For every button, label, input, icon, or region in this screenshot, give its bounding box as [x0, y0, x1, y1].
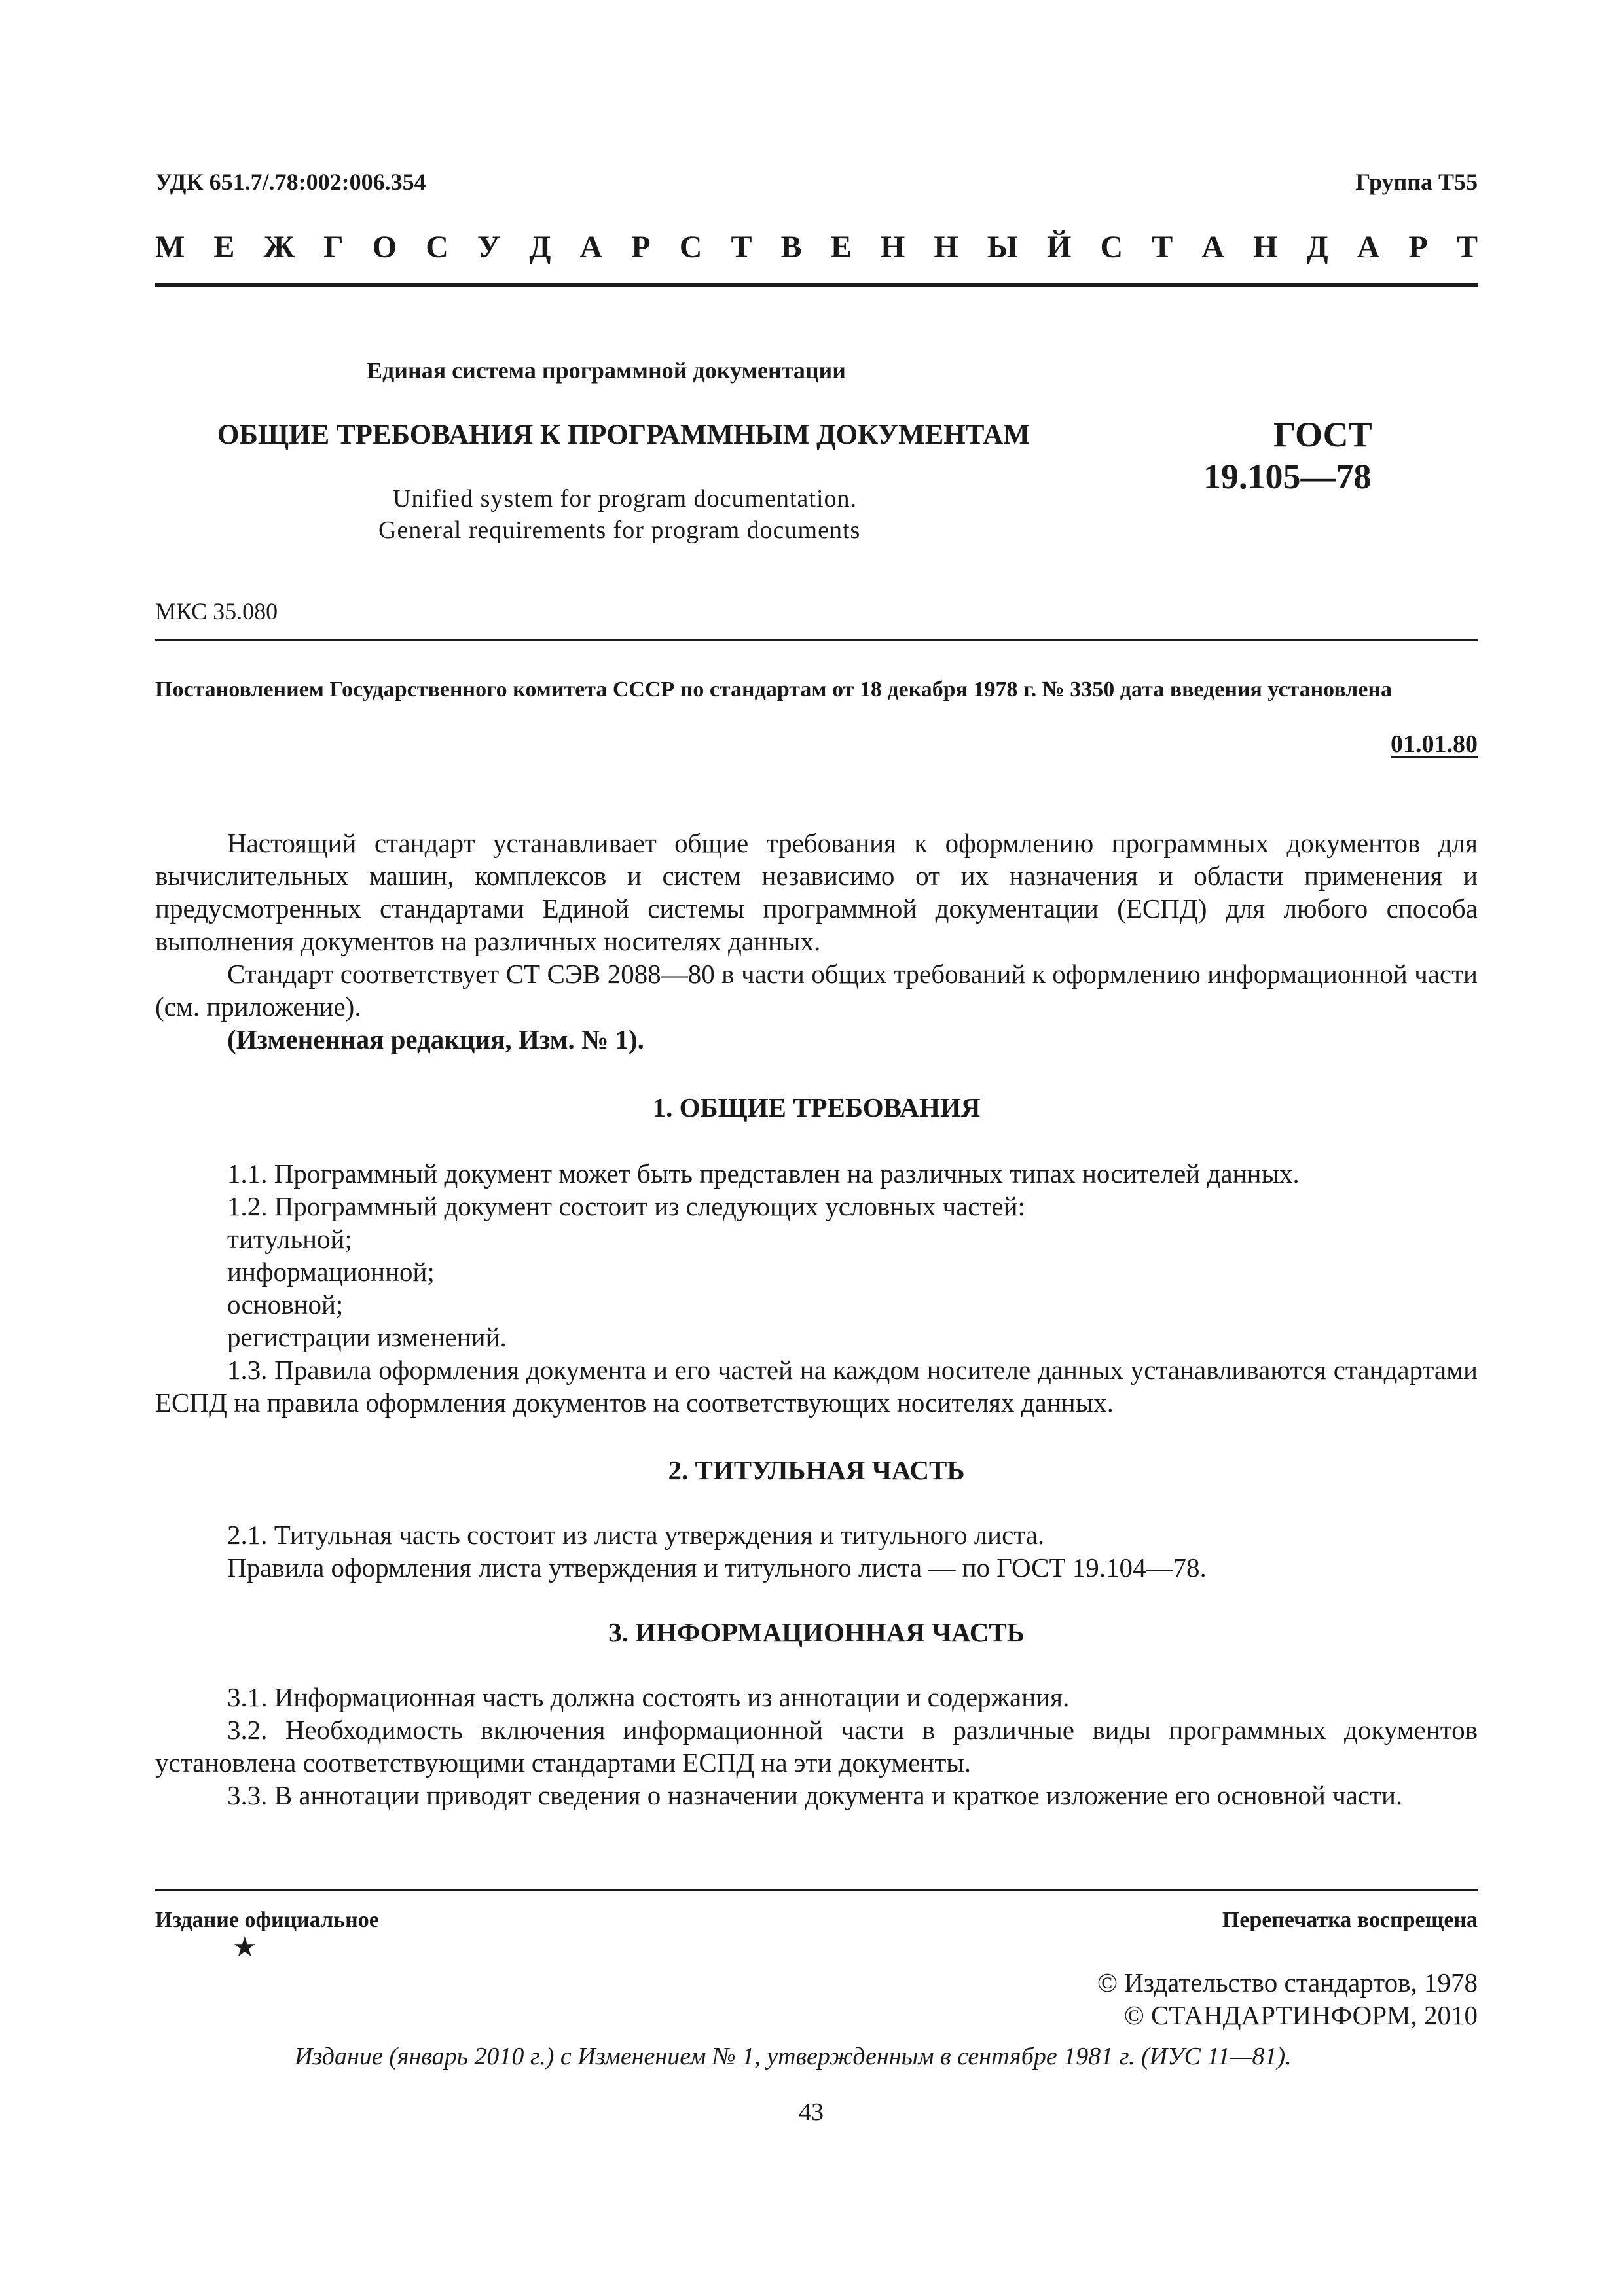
- banner-letter: У: [477, 230, 501, 264]
- list-item: титульной;: [227, 1224, 352, 1254]
- section-2-heading: 2. ТИТУЛЬНАЯ ЧАСТЬ: [668, 1455, 965, 1485]
- official-edition-label: Издание официальное: [155, 1908, 379, 1932]
- clause-1-2: 1.2. Программный документ состоит из следующих условных частей:: [227, 1191, 1025, 1221]
- banner-letter: Р: [631, 230, 651, 264]
- clause-2-1-rules: Правила оформления листа утверждения и титульного листа — по ГОСТ 19.104—78.: [227, 1552, 1207, 1583]
- gost-label: ГОСТ: [1273, 415, 1372, 454]
- gost-number: 19.105—78: [1203, 457, 1372, 496]
- star-icon: ★: [232, 1933, 257, 1963]
- intro-paragraph-2: Стандарт соответствует СТ СЭВ 2088—80 в части общих требований к оформлению информационной части (см. приложение).: [155, 959, 1478, 1022]
- english-title-line1: Unified system for program documentation.: [393, 485, 858, 512]
- list-item: регистрации изменений.: [227, 1322, 507, 1352]
- group-code: Группа Т55: [1355, 169, 1478, 195]
- banner-letter: Е: [830, 230, 852, 264]
- clause-3-1: 3.1. Информационная часть должна состоять из аннотации и содержания.: [227, 1682, 1070, 1712]
- banner-letter: А: [1201, 230, 1225, 264]
- section-1-heading: 1. ОБЩИЕ ТРЕБОВАНИЯ: [652, 1092, 981, 1122]
- english-title-line2: General requirements for program documents: [378, 516, 861, 544]
- banner-letter: А: [1357, 230, 1380, 264]
- banner-letter: Ы: [987, 230, 1018, 264]
- clause-1-1: 1.1. Программный документ может быть представлен на различных типах носителей данных.: [227, 1158, 1300, 1189]
- copyright-standartinform: © СТАНДАРТИНФОРМ, 2010: [1123, 2000, 1478, 2030]
- banner-letter: Г: [323, 230, 344, 264]
- clause-3-2: 3.2. Необходимость включения информационной части в различные виды программных документов установлена соответствующими стандартами ЕСПД на эти документы.: [155, 1715, 1478, 1778]
- introduction-date: 01.01.80: [1391, 730, 1478, 758]
- copyright-publisher: © Издательство стандартов, 1978: [1097, 1967, 1478, 1998]
- document-title: ОБЩИЕ ТРЕБОВАНИЯ К ПРОГРАММНЫМ ДОКУМЕНТАМ: [217, 420, 1030, 450]
- banner-letter: Е: [213, 230, 235, 264]
- banner-letter: Д: [529, 230, 551, 264]
- interstate-standard-banner: [155, 229, 1478, 265]
- banner-letter: Й: [1047, 230, 1072, 264]
- banner-letter: С: [679, 230, 702, 264]
- banner-letter: В: [780, 230, 802, 264]
- banner-letter: Н: [880, 230, 905, 264]
- mks-rule: [155, 639, 1478, 641]
- mks-code: МКС 35.080: [155, 598, 278, 624]
- list-item: основной;: [227, 1289, 344, 1319]
- footer-rule: [155, 1889, 1478, 1891]
- banner-letter: А: [579, 230, 603, 264]
- intro-paragraph-1: Настоящий стандарт устанавливает общие требования к оформлению программных документов для вычислительных машин, комплексов и систем независимо от их назначения и области применения и предусмотренных стандартами Единой системы программной документации (ЕСПД) для любого способа выполнения документов на различных носителях данных.: [155, 828, 1478, 956]
- system-name: Единая система программной документации: [367, 357, 847, 384]
- banner-letter: Ж: [263, 230, 295, 264]
- section-3-heading: 3. ИНФОРМАЦИОННАЯ ЧАСТЬ: [608, 1617, 1025, 1647]
- decree-text: Постановлением Государственного комитета СССР по стандартам от 18 декабря 1978 г. № 3350 дата введения установлена: [155, 677, 1393, 702]
- banner-letter: Д: [1306, 230, 1328, 264]
- list-item: информационной;: [227, 1257, 435, 1287]
- banner-letter: Т: [1152, 230, 1173, 264]
- banner-letter: Н: [934, 230, 958, 264]
- page-number: 43: [799, 2098, 824, 2126]
- banner-letter: М: [155, 230, 185, 264]
- banner-letter: Т: [1456, 230, 1478, 264]
- clause-2-1: 2.1. Титульная часть состоит из листа утверждения и титульного листа.: [227, 1520, 1045, 1550]
- banner-letter: Т: [731, 230, 752, 264]
- banner-letter: С: [426, 230, 448, 264]
- banner-letter: С: [1100, 230, 1123, 264]
- banner-letter: Н: [1253, 230, 1278, 264]
- edition-note: Издание (январь 2010 г.) с Изменением № 1, утвержденным в сентябре 1981 г. (ИУС 11—81).: [295, 2043, 1292, 2070]
- amendment-note: (Измененная редакция, Изм. № 1).: [227, 1024, 644, 1054]
- banner-letter: Р: [1408, 230, 1428, 264]
- header-thick-rule: [155, 283, 1478, 287]
- udk-code: УДК 651.7/.78:002:006.354: [155, 169, 426, 195]
- clause-3-3: 3.3. В аннотации приводят сведения о назначении документа и краткое изложение его основной части.: [227, 1780, 1403, 1810]
- clause-1-3: 1.3. Правила оформления документа и его частей на каждом носителе данных устанавливаются стандартами ЕСПД на правила оформления документов на соответствующих носителях данных.: [155, 1355, 1478, 1418]
- reprint-prohibited-label: Перепечатка воспрещена: [1222, 1908, 1478, 1932]
- banner-letter: О: [372, 230, 397, 264]
